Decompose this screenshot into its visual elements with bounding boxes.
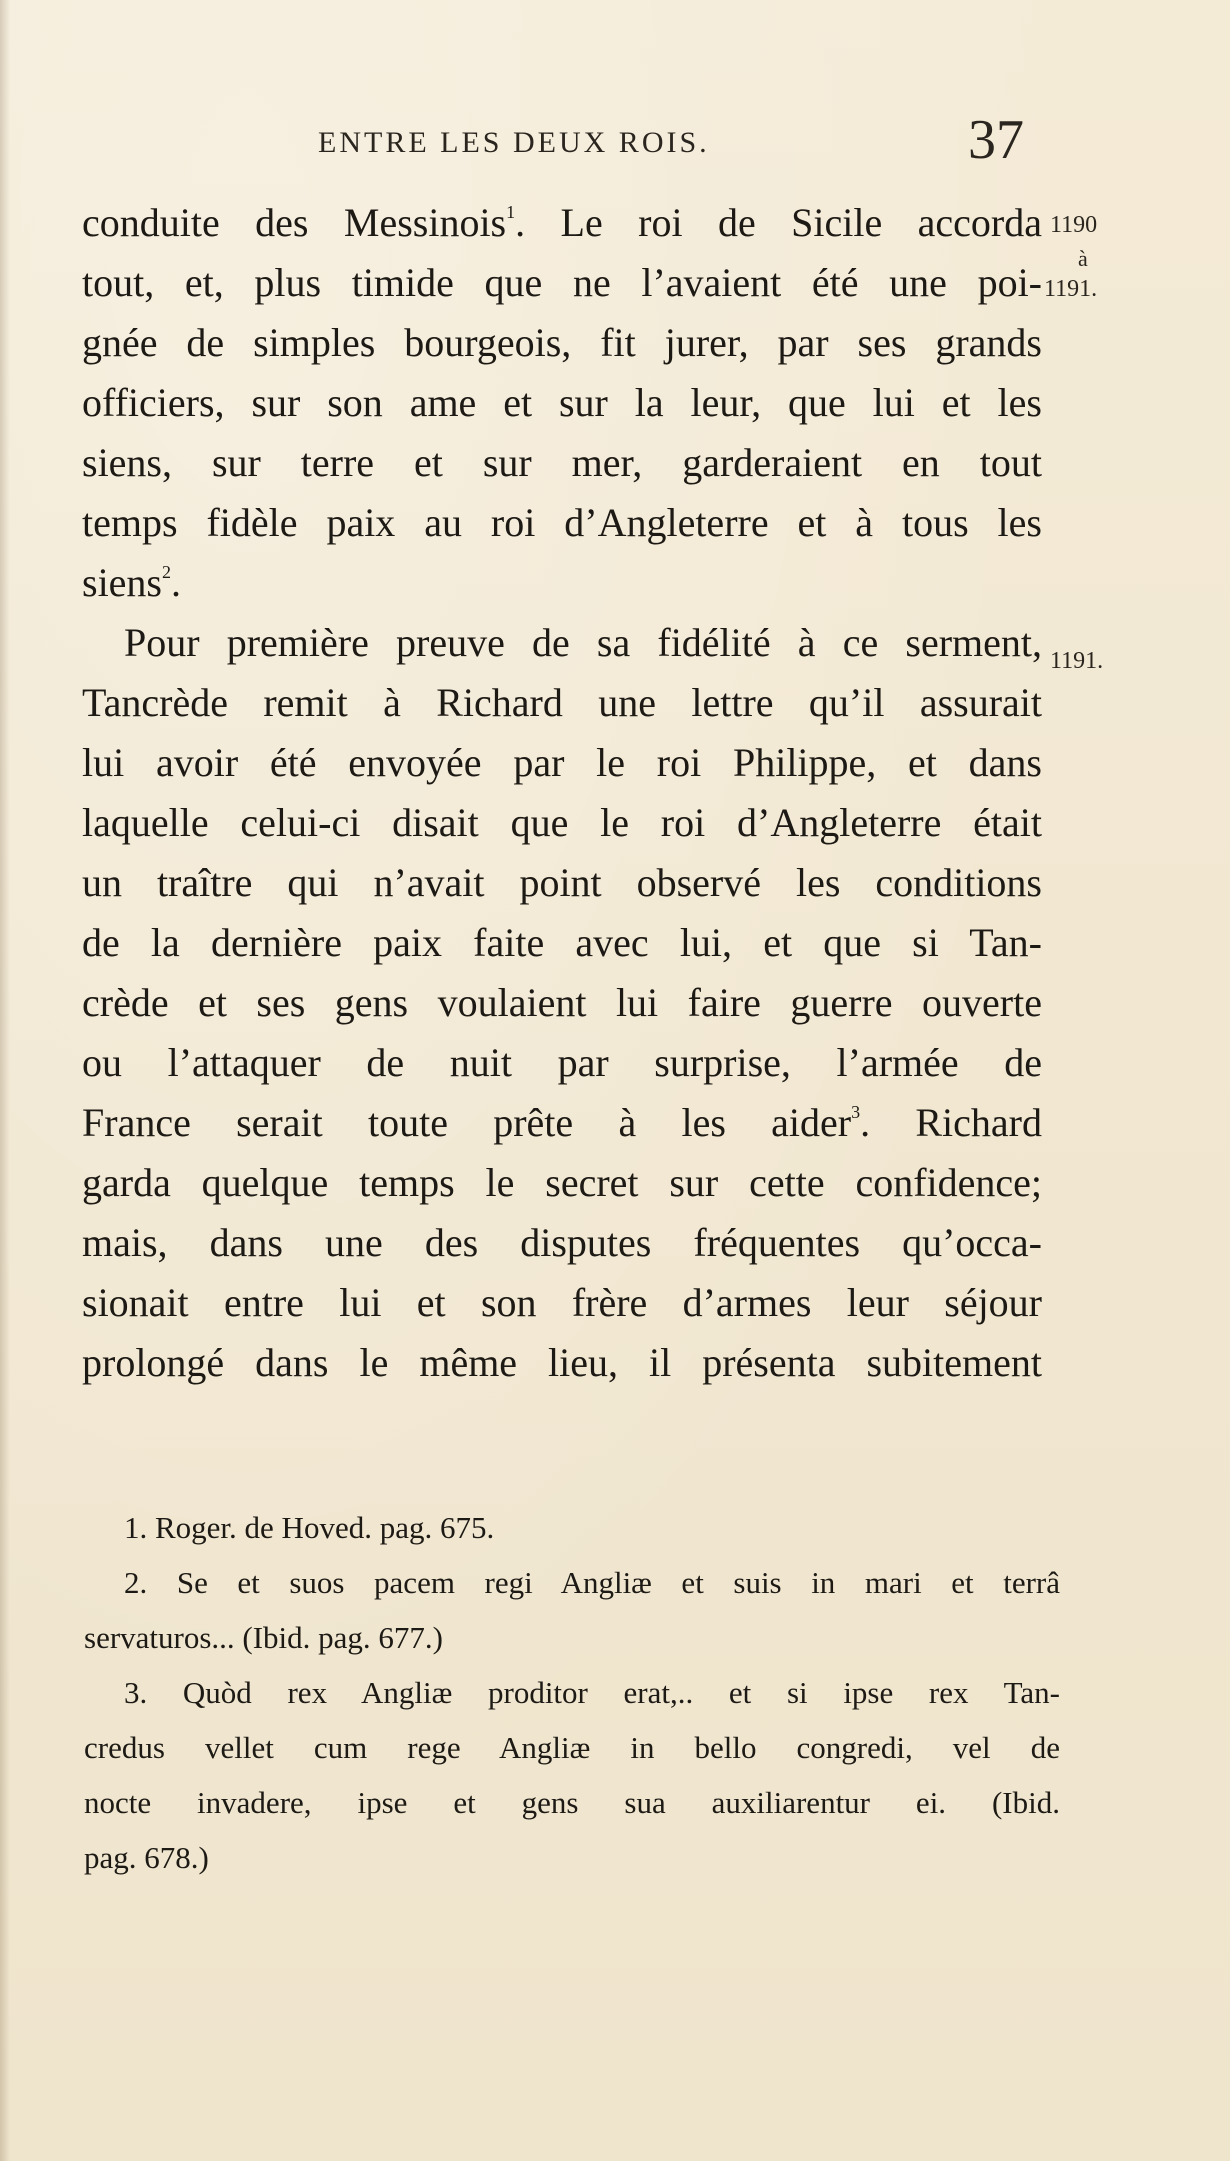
text-line: France serait toute prête à les aider$^3$. Richard xyxy=(82,1100,1042,1145)
text-line: Tancrède remit à Richard une lettre qu’il assurait xyxy=(82,680,1042,725)
text-line: Pour première preuve de sa fidélité à ce serment, xyxy=(124,620,1042,665)
footnote-1: 1. Roger. de Hoved. pag. 675. xyxy=(124,1510,495,1545)
page-edge-shadow xyxy=(0,0,10,2161)
main-text xyxy=(82,193,1042,1393)
text-line: de la dernière paix faite avec lui, et que si Tan- xyxy=(82,920,1042,965)
text-line: siens$^2$. xyxy=(82,560,181,605)
text-line: siens, sur terre et sur mer, garderaient en tout xyxy=(82,440,1042,485)
page-number: 37 xyxy=(968,109,1024,171)
text-line: tout, et, plus timide que ne l’avaient été une poi- xyxy=(82,260,1042,305)
margin-year-1191-b: 1191. xyxy=(1050,648,1104,674)
text-line: ou l’attaquer de nuit par surprise, l’armée de xyxy=(82,1040,1042,1085)
text-line: mais, dans une des disputes fréquentes qu’occa- xyxy=(82,1220,1042,1265)
footnote-3-cont: credus vellet cum rege Angliæ in bello congredi, vel de xyxy=(84,1730,1060,1765)
text-line: prolongé dans le même lieu, il présenta subitement xyxy=(82,1340,1042,1385)
footnote-2: 2. Se et suos pacem regi Angliæ et suis in mari et terrâ xyxy=(124,1565,1060,1600)
text-line: garda quelque temps le secret sur cette confidence; xyxy=(82,1160,1042,1205)
footnotes xyxy=(84,1500,1060,1885)
running-head: ENTRE LES DEUX ROIS. xyxy=(318,126,710,159)
text-line: conduite des Messinois$^1$. Le roi de Sicile accorda xyxy=(82,200,1042,245)
footnote-3-cont: pag. 678.) xyxy=(84,1840,209,1875)
text-line: temps fidèle paix au roi d’Angleterre et à tous les xyxy=(82,500,1042,545)
margin-year-1190: 1190 xyxy=(1050,212,1098,238)
note-ref: 1 xyxy=(506,202,516,222)
note-ref: 2 xyxy=(162,562,171,582)
footnote-3-cont: nocte invadere, ipse et gens sua auxiliarentur ei. (Ibid. xyxy=(84,1785,1060,1820)
margin-year-1191-a: 1191. xyxy=(1044,276,1098,302)
note-ref: 3 xyxy=(851,1102,861,1122)
text-line: lui avoir été envoyée par le roi Philippe, et dans xyxy=(82,740,1042,785)
margin-a: à xyxy=(1078,246,1088,271)
text-line: crède et ses gens voulaient lui faire guerre ouverte xyxy=(82,980,1042,1025)
text-line: gnée de simples bourgeois, fit jurer, par ses grands xyxy=(82,320,1042,365)
text-line: officiers, sur son ame et sur la leur, que lui et les xyxy=(82,380,1042,425)
text-line: laquelle celui-ci disait que le roi d’Angleterre était xyxy=(82,800,1042,845)
footnote-3: 3. Quòd rex Angliæ proditor erat,.. et si ipse rex Tan- xyxy=(124,1675,1060,1710)
footnote-2-cont: servaturos... (Ibid. pag. 677.) xyxy=(84,1620,443,1655)
text-line: sionait entre lui et son frère d’armes leur séjour xyxy=(82,1280,1042,1325)
text-line: un traître qui n’avait point observé les conditions xyxy=(82,860,1042,905)
